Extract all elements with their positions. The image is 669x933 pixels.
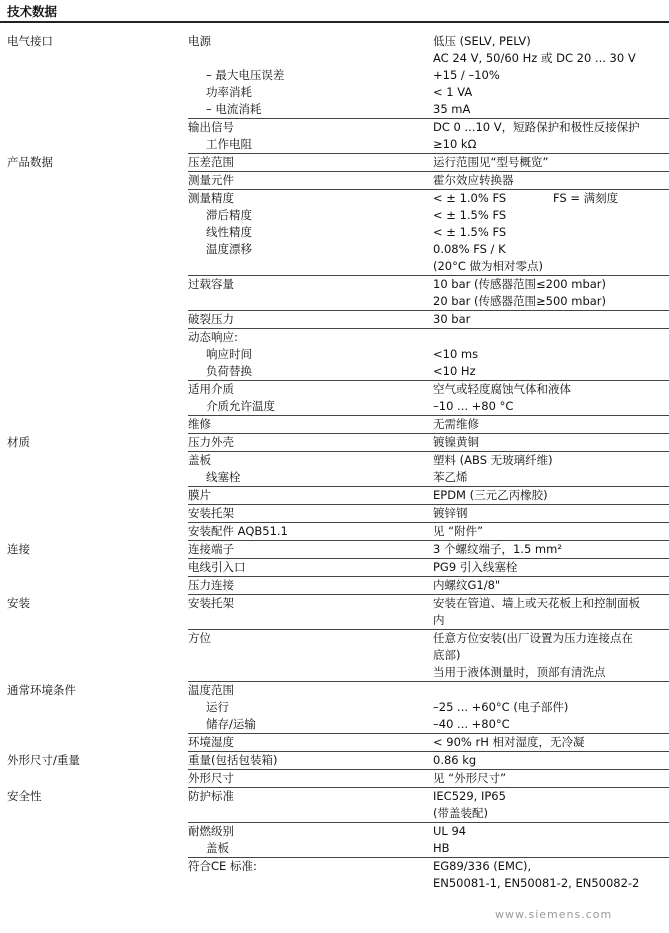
spec-row [0,241,669,258]
spec-label: 动态响应: [188,330,238,344]
category-cell [0,346,188,363]
label-cell [188,241,433,258]
spec-value: 0.86 kg [433,753,477,767]
value-cell [433,329,669,347]
spec-row [0,101,669,119]
category-cell [0,699,188,716]
spec-row [0,682,669,700]
spec-label: 过载容量 [188,277,234,291]
category-cell [0,487,188,505]
spec-value: 镀镍黄铜 [433,435,479,449]
spec-row [0,311,669,329]
label-cell [188,293,433,311]
spec-row [0,716,669,734]
label-cell [188,875,433,892]
label-cell [188,630,433,648]
spec-value: 霍尔效应转换器 [433,173,514,187]
spec-row [0,154,669,172]
category-cell [0,875,188,892]
category-cell [0,452,188,470]
spec-value: 10 bar (传感器范围≤200 mbar) [433,277,607,291]
category-cell [0,67,188,84]
label-cell [188,716,433,734]
spec-row [0,647,669,664]
category-cell [0,207,188,224]
spec-value: < ± 1.5% FS [433,225,507,239]
label-cell [188,682,433,700]
spec-value: 内 [433,613,445,627]
spec-label: 压力连接 [188,578,234,592]
label-cell [188,33,433,50]
value-cell [433,311,669,329]
label-cell [188,207,433,224]
spec-row [0,50,669,67]
spec-value: 无需维修 [433,417,479,431]
category-cell [0,258,188,276]
spec-label: – 电流消耗 [206,102,262,116]
value-cell [433,50,669,67]
spec-label: 温度范围 [188,683,234,697]
value-cell [433,595,669,613]
spec-row [0,487,669,505]
value-cell [433,241,669,258]
value-cell [433,434,669,452]
spec-row [0,823,669,841]
spec-value: HB [433,841,450,855]
value-cell [433,630,669,648]
value-cell [433,258,669,276]
value-cell [433,788,669,806]
value-cell [433,119,669,137]
spec-value: < ± 1.0% FS [433,191,507,205]
spec-row [0,612,669,630]
spec-label: 电源 [188,34,211,48]
spec-value: (带盖装配) [433,806,488,820]
category-cell [0,276,188,294]
value-cell [433,875,669,892]
spec-label: 运行 [206,700,229,714]
spec-value-note: FS = 满刻度 [553,191,619,205]
spec-value: PG9 引入线塞栓 [433,560,518,574]
spec-row [0,190,669,208]
spec-label: 安装托架 [188,506,234,520]
spec-row [0,329,669,347]
spec-label: 储存/运输 [206,717,256,731]
spec-label: 环境湿度 [188,735,234,749]
spec-row [0,224,669,241]
category-cell: 安全性 [7,788,42,803]
value-cell [433,136,669,154]
spec-value: 镀锌钢 [433,506,468,520]
spec-value: EG89/336 (EMC), [433,859,532,873]
spec-value: 0.08% FS / K [433,242,506,256]
spec-value: 安装在管道、墙上或天花板上和控制面板 [433,596,640,610]
value-cell [433,770,669,788]
spec-value: –10 ... +80 °C [433,399,514,413]
label-cell [188,770,433,788]
category-cell [0,398,188,416]
spec-label: 功率消耗 [206,85,252,99]
spec-label: 重量(包括包装箱) [188,753,278,767]
value-cell [433,172,669,190]
spec-row [0,346,669,363]
spec-label: 压力外壳 [188,435,234,449]
spec-row [0,559,669,577]
category-cell [0,734,188,752]
spec-value: –25 ... +60°C (电子部件) [433,700,569,714]
spec-value: ≥10 kΩ [433,137,477,151]
spec-row [0,119,669,137]
spec-row [0,577,669,595]
spec-row [0,595,669,613]
category-cell [0,224,188,241]
category-cell: 外形尺寸/重量 [7,752,80,767]
spec-label: 安装配件 AQB51.1 [188,524,288,538]
spec-row [0,875,669,892]
spec-label: 防护标准 [188,789,234,803]
spec-label: 连接端子 [188,542,234,556]
label-cell [188,67,433,84]
spec-label: 盖板 [206,841,229,855]
label-cell [188,416,433,434]
spec-table [0,33,669,892]
spec-row [0,541,669,559]
spec-row [0,770,669,788]
category-cell [0,770,188,788]
spec-value: AC 24 V, 50/60 Hz 或 DC 20 ... 30 V [433,51,636,65]
value-cell [433,647,669,664]
spec-label: 维修 [188,417,211,431]
category-cell [0,241,188,258]
value-cell [433,381,669,399]
label-cell [188,84,433,101]
category-cell [0,119,188,137]
page-title: 技术数据 [7,4,58,19]
label-cell [188,840,433,858]
label-cell [188,258,433,276]
value-cell [433,84,669,101]
spec-row [0,469,669,487]
value-cell [433,276,669,294]
spec-row [0,136,669,154]
category-cell [0,293,188,311]
spec-value: 30 bar [433,312,471,326]
spec-value: (20°C 做为相对零点) [433,259,544,273]
spec-value: 底部) [433,648,461,662]
spec-row [0,523,669,541]
spec-label: 外形尺寸 [188,771,234,785]
label-cell [188,101,433,119]
spec-label: 符合CE 标准: [188,859,257,873]
spec-row [0,699,669,716]
label-cell [188,487,433,505]
label-cell [188,311,433,329]
spec-label: 破裂压力 [188,312,234,326]
label-cell [188,523,433,541]
label-cell [188,190,433,208]
spec-label: – 最大电压误差 [206,68,285,82]
spec-label: 负荷替换 [206,364,252,378]
category-cell [0,805,188,823]
spec-label: 电线引入口 [188,560,246,574]
category-cell [0,858,188,876]
category-cell [0,416,188,434]
value-cell [433,716,669,734]
label-cell [188,119,433,137]
spec-row [0,172,669,190]
category-cell [0,523,188,541]
spec-value: 塑料 (ABS 无玻璃纤维) [433,453,553,467]
label-cell [188,559,433,577]
spec-row [0,505,669,523]
category-cell [0,136,188,154]
value-cell [433,416,669,434]
spec-value: 见 “附件” [433,524,484,538]
spec-row [0,752,669,770]
category-cell [0,84,188,101]
value-cell [433,612,669,630]
spec-row [0,858,669,876]
label-cell [188,595,433,613]
spec-row [0,276,669,294]
spec-row [0,363,669,381]
category-cell [0,577,188,595]
spec-label: 滞后精度 [206,208,252,222]
spec-label: 测量精度 [188,191,234,205]
spec-value: 空气或轻度腐蚀气体和液体 [433,382,571,396]
spec-row [0,258,669,276]
spec-row [0,381,669,399]
value-cell [433,207,669,224]
label-cell [188,505,433,523]
category-cell: 材质 [7,434,30,449]
spec-value: DC 0 ...10 V，短路保护和极性反接保护 [433,120,640,134]
value-cell [433,699,669,716]
spec-value: EPDM (三元乙丙橡胶) [433,488,548,502]
label-cell [188,469,433,487]
spec-value: 35 mA [433,102,471,116]
category-cell [0,190,188,208]
category-cell [0,612,188,630]
category-cell: 产品数据 [7,154,53,169]
value-cell [433,559,669,577]
category-cell: 安装 [7,595,30,610]
spec-value: 任意方位安装(出厂设置为压力连接点在 [433,631,633,645]
spec-label: 介质允许温度 [206,399,275,413]
spec-row [0,416,669,434]
spec-label: 盖板 [188,453,211,467]
spec-label: 线塞栓 [206,470,241,484]
label-cell [188,752,433,770]
value-cell [433,823,669,841]
spec-value: < 1 VA [433,85,473,99]
value-cell [433,293,669,311]
label-cell [188,136,433,154]
value-cell [433,682,669,700]
spec-value: 当用于液体测量时，顶部有清洗点 [433,665,606,679]
label-cell [188,276,433,294]
spec-row [0,33,669,50]
spec-row [0,805,669,823]
spec-row [0,293,669,311]
spec-row [0,398,669,416]
value-cell [433,469,669,487]
category-cell [0,664,188,682]
spec-row [0,67,669,84]
category-cell [0,630,188,648]
spec-label: 温度漂移 [206,242,252,256]
value-cell [433,33,669,50]
category-cell [0,840,188,858]
label-cell [188,363,433,381]
value-cell [433,398,669,416]
label-cell [188,346,433,363]
label-cell [188,50,433,67]
spec-row [0,452,669,470]
spec-row [0,207,669,224]
spec-value: 3 个螺纹端子，1.5 mm² [433,542,562,556]
spec-label: 压差范围 [188,155,234,169]
spec-value: EN50081-1, EN50081-2, EN50082-2 [433,876,640,890]
label-cell [188,664,433,682]
value-cell [433,452,669,470]
label-cell [188,858,433,876]
spec-row [0,840,669,858]
value-cell [433,805,669,823]
value-cell [433,346,669,363]
value-cell [433,840,669,858]
spec-row [0,664,669,682]
spec-label: 工作电阻 [206,137,252,151]
value-cell [433,734,669,752]
category-cell [0,101,188,119]
spec-value: <10 ms [433,347,479,361]
value-cell [433,505,669,523]
category-cell [0,172,188,190]
spec-label: 线性精度 [206,225,252,239]
label-cell [188,541,433,559]
label-cell [188,329,433,347]
category-cell [0,647,188,664]
spec-value: +15 / –10% [433,68,500,82]
label-cell [188,224,433,241]
watermark: www.siemens.com [495,908,613,921]
spec-label: 耐燃级别 [188,824,234,838]
spec-value: 低压 (SELV, PELV) [433,34,531,48]
spec-label: 响应时间 [206,347,252,361]
category-cell [0,559,188,577]
value-cell [433,523,669,541]
category-cell [0,716,188,734]
value-cell [433,858,669,876]
title-divider [0,21,669,23]
label-cell [188,154,433,172]
value-cell [433,577,669,595]
spec-value: < 90% rH 相对湿度，无冷凝 [433,735,585,749]
spec-value: UL 94 [433,824,467,838]
label-cell [188,172,433,190]
value-cell [433,190,669,208]
spec-label: 安装托架 [188,596,234,610]
label-cell [188,647,433,664]
spec-label: 输出信号 [188,120,234,134]
label-cell [188,805,433,823]
spec-value: 苯乙烯 [433,470,468,484]
category-cell: 电气接口 [7,34,53,48]
spec-row [0,630,669,648]
spec-row [0,434,669,452]
spec-row [0,788,669,806]
label-cell [188,823,433,841]
spec-label: 测量元件 [188,173,234,187]
spec-value: 20 bar (传感器范围≥500 mbar) [433,294,607,308]
spec-value: 见 “外形尺寸” [433,771,507,785]
spec-value: 运行范围见“型号概览” [433,155,549,169]
spec-label: 膜片 [188,488,211,502]
label-cell [188,699,433,716]
label-cell [188,381,433,399]
spec-label: 适用介质 [188,382,234,396]
spec-value: –40 ... +80°C [433,717,510,731]
label-cell [188,452,433,470]
category-cell [0,823,188,841]
value-cell [433,154,669,172]
category-cell [0,50,188,67]
category-cell [0,311,188,329]
value-cell [433,224,669,241]
value-cell [433,664,669,682]
category-cell [0,505,188,523]
spec-row [0,84,669,101]
spec-value: IEC529, IP65 [433,789,506,803]
spec-value: 内螺纹G1/8" [433,578,501,592]
spec-row [0,734,669,752]
value-cell [433,541,669,559]
label-cell [188,788,433,806]
category-cell: 连接 [7,541,30,556]
label-cell [188,398,433,416]
label-cell [188,734,433,752]
value-cell [433,487,669,505]
spec-value: < ± 1.5% FS [433,208,507,222]
category-cell [0,329,188,347]
category-cell: 通常环境条件 [7,682,76,697]
spec-value: <10 Hz [433,364,476,378]
category-cell [0,363,188,381]
value-cell [433,752,669,770]
category-cell [0,469,188,487]
category-cell [0,381,188,399]
spec-label: 方位 [188,631,211,645]
value-cell [433,363,669,381]
label-cell [188,577,433,595]
value-cell [433,101,669,119]
label-cell [188,434,433,452]
value-cell [433,67,669,84]
label-cell [188,612,433,630]
